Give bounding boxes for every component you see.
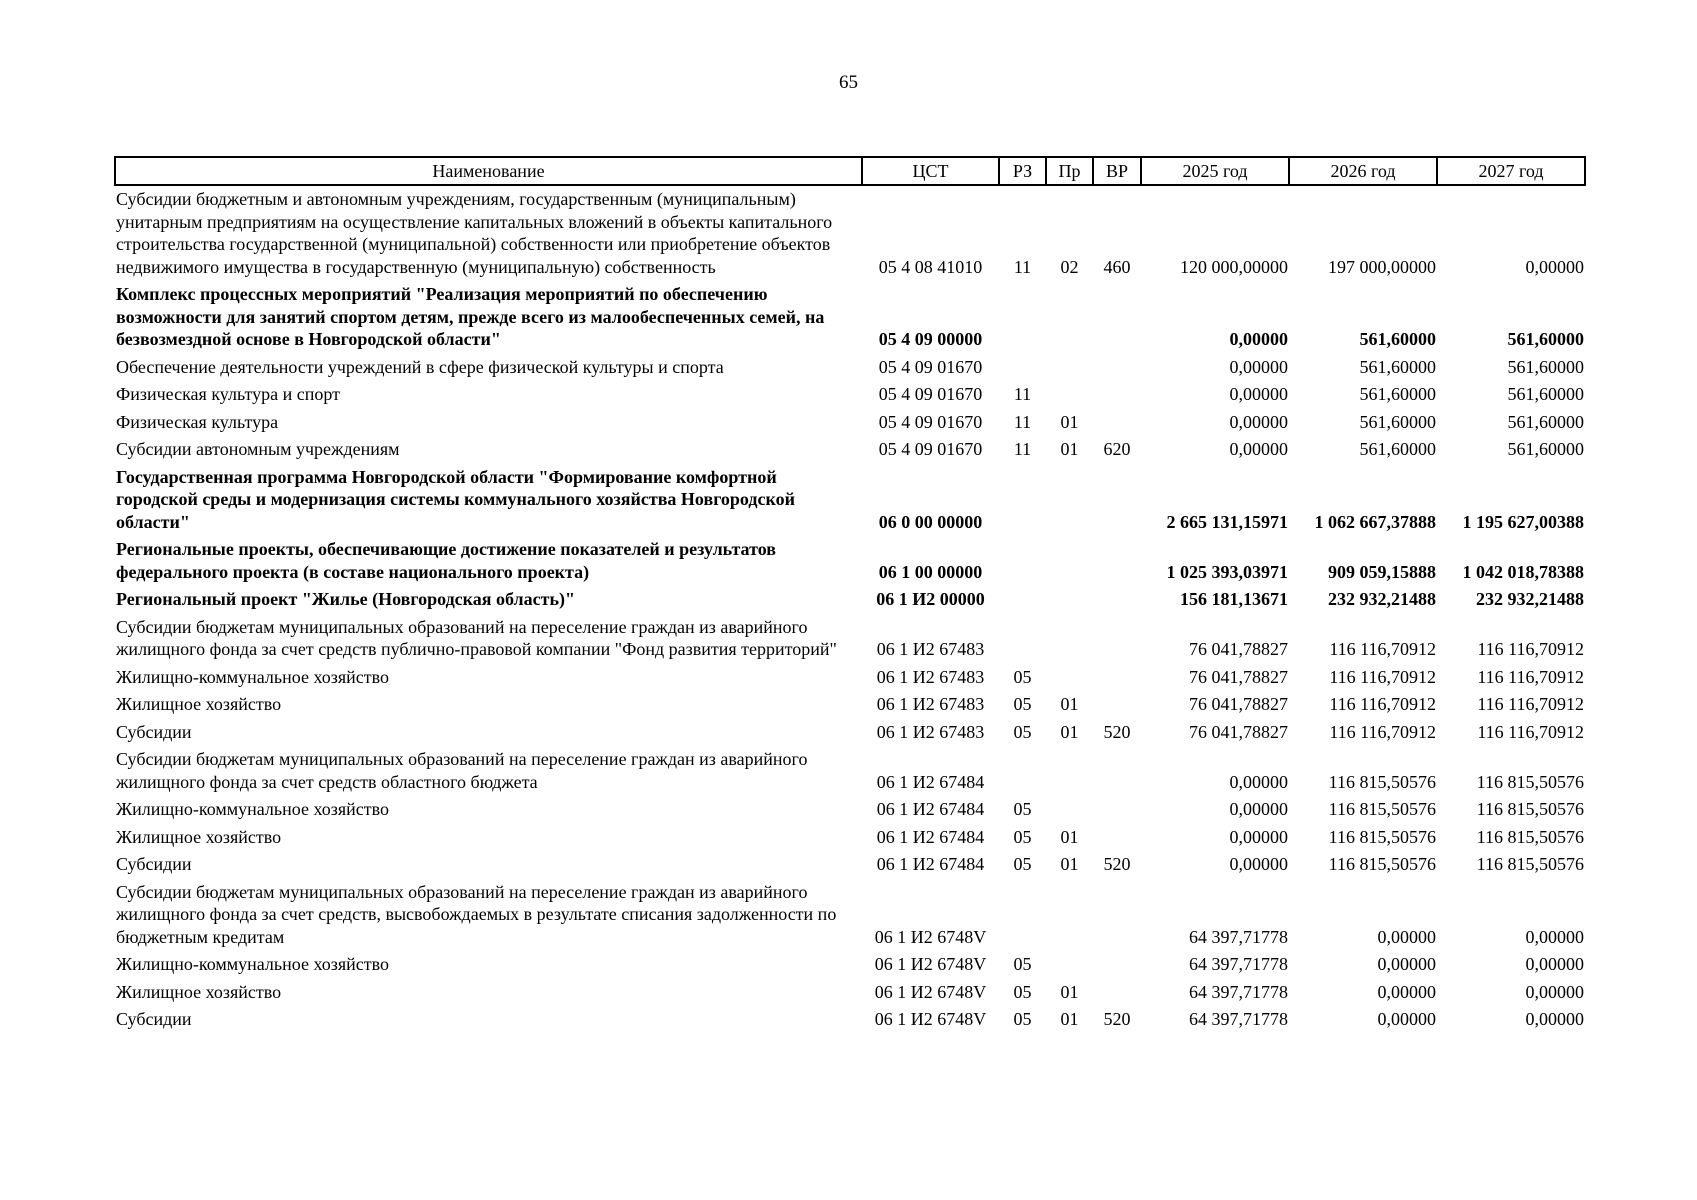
cell-2027: 116 815,50576	[1476, 799, 1584, 819]
cell-name: Субсидии автономным учреждениям	[116, 439, 400, 459]
table-row	[115, 464, 1585, 537]
cell-name: Региональный проект "Жилье (Новгородская область)"	[116, 589, 575, 609]
cell-2025: 76 041,78827	[1189, 639, 1288, 659]
table-row	[115, 824, 1585, 852]
cell-name: Субсидии бюджетным и автономным учреждениям, государственным (муниципальным) унитарным предприятиям на осуществление капитальных вложений в объекты капитального строительства государственной (муниципальной) собственности или приобретение объектов недвижимого имущества в государственную (муниципальную) собственность	[116, 189, 833, 277]
cell-2027: 561,60000	[1507, 356, 1584, 377]
cell-cst: 06 1 И2 6748V	[874, 954, 987, 974]
cell-name: Физическая культура	[116, 411, 279, 432]
table-row	[115, 614, 1585, 664]
cell-cst: 06 1 И2 67483	[876, 721, 985, 742]
cell-pr: 01	[1060, 981, 1079, 1002]
cell-pr: 01	[1060, 439, 1079, 459]
cell-2025: 156 181,13671	[1180, 589, 1288, 609]
cell-vr	[1093, 951, 1141, 979]
cell-rz: 05	[1013, 799, 1032, 819]
header-cst: ЦСТ	[862, 157, 999, 185]
table-row	[115, 185, 1585, 281]
cell-2025: 0,00000	[1229, 771, 1288, 792]
cell-2026: 116 116,70912	[1329, 639, 1436, 659]
cell-2025: 64 397,71778	[1189, 926, 1288, 947]
cell-vr: 520	[1103, 1009, 1131, 1029]
cell-2025: 76 041,78827	[1189, 694, 1288, 714]
table-row	[115, 979, 1585, 1007]
table-row	[115, 436, 1585, 464]
cell-cst: 06 1 И2 67483	[876, 694, 985, 714]
cell-2026: 116 815,50576	[1328, 771, 1436, 792]
cell-name: Жилищное хозяйство	[116, 826, 282, 847]
table-row	[115, 951, 1585, 979]
cell-cst: 06 1 И2 67483	[876, 666, 985, 687]
cell-pr: 01	[1060, 694, 1079, 714]
cell-2025: 0,00000	[1229, 826, 1288, 847]
cell-2025: 0,00000	[1229, 411, 1288, 432]
table-row	[115, 536, 1585, 586]
cell-2025: 0,00000	[1229, 384, 1288, 404]
cell-rz	[999, 536, 1046, 586]
cell-name: Жилищное хозяйство	[116, 694, 282, 714]
cell-vr	[1093, 586, 1141, 614]
cell-2027: 116 815,50576	[1476, 771, 1584, 792]
cell-vr	[1093, 824, 1141, 852]
cell-pr: 01	[1060, 1009, 1079, 1029]
cell-cst: 06 1 И2 67483	[876, 639, 985, 659]
cell-2027: 561,60000	[1507, 411, 1584, 432]
cell-2027: 0,00000	[1525, 1009, 1584, 1029]
cell-2026: 561,60000	[1359, 439, 1436, 459]
cell-pr	[1046, 464, 1093, 537]
cell-2025: 64 397,71778	[1189, 954, 1288, 974]
cell-pr	[1046, 536, 1093, 586]
cell-pr	[1046, 796, 1093, 824]
table-row	[115, 796, 1585, 824]
cell-pr: 01	[1060, 721, 1079, 742]
cell-cst: 05 4 09 01670	[878, 356, 983, 377]
cell-pr	[1046, 614, 1093, 664]
cell-vr: 520	[1103, 854, 1131, 874]
cell-rz	[999, 281, 1046, 354]
cell-pr	[1046, 879, 1093, 952]
cell-2027: 0,00000	[1525, 981, 1584, 1002]
cell-2025: 76 041,78827	[1189, 666, 1288, 687]
budget-table	[114, 156, 1586, 1034]
table-row	[115, 281, 1585, 354]
table-header-row	[115, 157, 1585, 185]
cell-vr	[1093, 979, 1141, 1007]
cell-cst: 06 1 И2 67484	[876, 771, 985, 792]
cell-vr	[1093, 746, 1141, 796]
table-row	[115, 746, 1585, 796]
cell-2026: 232 932,21488	[1328, 589, 1436, 609]
cell-vr: 520	[1103, 721, 1131, 742]
table-row	[115, 851, 1585, 879]
cell-2027: 116 116,70912	[1477, 639, 1584, 659]
table-row	[115, 664, 1585, 692]
table-row	[115, 354, 1585, 382]
cell-name: Жилищное хозяйство	[116, 981, 282, 1002]
cell-2027: 561,60000	[1507, 384, 1584, 404]
cell-cst: 06 1 И2 6748V	[874, 1009, 987, 1029]
cell-2026: 0,00000	[1377, 981, 1436, 1002]
table-row	[115, 879, 1585, 952]
cell-2027: 1 042 018,78388	[1462, 561, 1584, 582]
cell-2025: 2 665 131,15971	[1166, 511, 1288, 532]
cell-2026: 0,00000	[1377, 954, 1436, 974]
cell-vr: 460	[1103, 256, 1131, 277]
cell-2026: 197 000,00000	[1328, 256, 1436, 277]
cell-vr	[1093, 614, 1141, 664]
cell-rz: 05	[1013, 854, 1032, 874]
cell-cst: 06 1 00 00000	[878, 561, 983, 582]
table-row	[115, 719, 1585, 747]
cell-vr	[1093, 796, 1141, 824]
cell-name: Жилищно-коммунальное хозяйство	[116, 799, 390, 819]
cell-2026: 116 815,50576	[1328, 854, 1436, 874]
cell-cst: 05 4 08 41010	[878, 256, 983, 277]
cell-name: Обеспечение деятельности учреждений в сфере физической культуры и спорта	[116, 356, 724, 377]
cell-name: Субсидии	[116, 854, 192, 874]
cell-rz: 05	[1013, 981, 1032, 1002]
cell-cst: 06 0 00 00000	[878, 511, 983, 532]
cell-rz: 11	[1013, 384, 1032, 404]
cell-2026: 116 116,70912	[1329, 721, 1436, 742]
cell-2025: 0,00000	[1229, 854, 1288, 874]
cell-2025: 64 397,71778	[1189, 981, 1288, 1002]
cell-2026: 561,60000	[1359, 329, 1436, 349]
cell-vr	[1093, 879, 1141, 952]
table-body	[115, 185, 1585, 1034]
cell-rz: 05	[1013, 826, 1032, 847]
cell-pr	[1046, 354, 1093, 382]
cell-2027: 561,60000	[1507, 329, 1584, 349]
cell-2025: 0,00000	[1229, 799, 1288, 819]
cell-cst: 05 4 09 00000	[878, 329, 983, 349]
cell-pr	[1046, 951, 1093, 979]
cell-2027: 116 815,50576	[1476, 854, 1584, 874]
cell-pr: 01	[1060, 854, 1079, 874]
cell-2027: 561,60000	[1507, 439, 1584, 459]
cell-name: Субсидии бюджетам муниципальных образований на переселение граждан из аварийного жилищного фонда за счет средств, высвобождаемых в результате списания задолженности по бюджетным кредитам	[116, 881, 837, 947]
table-row	[115, 586, 1585, 614]
table-row	[115, 1006, 1585, 1034]
cell-name: Комплекс процессных мероприятий "Реализация мероприятий по обеспечению возможности для занятий спортом детям, прежде всего из малообеспеченных семей, на безвозмездной основе в Новгородской области"	[116, 284, 825, 349]
cell-cst: 05 4 09 01670	[878, 411, 983, 432]
cell-rz	[999, 746, 1046, 796]
cell-rz: 05	[1013, 666, 1032, 687]
cell-cst: 06 1 И2 67484	[876, 799, 985, 819]
cell-2025: 0,00000	[1229, 329, 1288, 349]
header-name: Наименование	[115, 157, 862, 185]
cell-2027: 116 116,70912	[1477, 721, 1584, 742]
cell-2027: 116 116,70912	[1477, 666, 1584, 687]
cell-rz: 05	[1013, 721, 1032, 742]
cell-vr	[1093, 536, 1141, 586]
cell-rz: 11	[1013, 439, 1032, 459]
cell-vr	[1093, 354, 1141, 382]
cell-name: Государственная программа Новгородской области "Формирование комфортной городской среды и модернизация системы коммунального хозяйства Новгородской области"	[116, 466, 796, 532]
cell-2026: 116 116,70912	[1329, 694, 1436, 714]
cell-name: Субсидии бюджетам муниципальных образований на переселение граждан из аварийного жилищного фонда за счет средств областного бюджета	[116, 749, 808, 792]
cell-2027: 232 932,21488	[1476, 589, 1584, 609]
cell-2027: 0,00000	[1525, 256, 1584, 277]
page-number: 65	[839, 72, 858, 93]
cell-2026: 0,00000	[1377, 1009, 1436, 1029]
header-vr: ВР	[1093, 157, 1141, 185]
cell-vr	[1093, 281, 1141, 354]
cell-cst: 05 4 09 01670	[878, 384, 983, 404]
cell-2026: 1 062 667,37888	[1314, 511, 1436, 532]
cell-name: Физическая культура и спорт	[116, 384, 341, 404]
cell-rz	[999, 464, 1046, 537]
cell-2027: 116 815,50576	[1476, 826, 1584, 847]
cell-name: Субсидии бюджетам муниципальных образований на переселение граждан из аварийного жилищного фонда за счет средств публично-правовой компании "Фонд развития территорий"	[116, 616, 837, 659]
cell-vr: 620	[1103, 439, 1131, 459]
cell-rz	[999, 614, 1046, 664]
header-rz: РЗ	[999, 157, 1046, 185]
cell-2026: 0,00000	[1377, 926, 1436, 947]
cell-pr	[1046, 586, 1093, 614]
header-2026: 2026 год	[1289, 157, 1437, 185]
cell-2027: 1 195 627,00388	[1462, 511, 1584, 532]
cell-2025: 0,00000	[1229, 439, 1288, 459]
cell-2025: 1 025 393,03971	[1166, 561, 1288, 582]
cell-cst: 05 4 09 01670	[878, 439, 983, 459]
cell-pr	[1046, 381, 1093, 409]
cell-2025: 0,00000	[1229, 356, 1288, 377]
cell-pr	[1046, 281, 1093, 354]
cell-vr	[1093, 664, 1141, 692]
cell-pr: 02	[1060, 256, 1079, 277]
cell-rz: 05	[1013, 694, 1032, 714]
cell-pr: 01	[1060, 826, 1079, 847]
cell-rz: 11	[1013, 256, 1032, 277]
cell-2025: 64 397,71778	[1189, 1009, 1288, 1029]
cell-pr	[1046, 746, 1093, 796]
cell-2025: 76 041,78827	[1189, 721, 1288, 742]
cell-name: Региональные проекты, обеспечивающие достижение показателей и результатов федерального проекта (в составе национального проекта)	[116, 539, 776, 582]
header-2027: 2027 год	[1437, 157, 1585, 185]
header-pr: Пр	[1046, 157, 1093, 185]
cell-cst: 06 1 И2 6748V	[874, 926, 987, 947]
cell-2026: 561,60000	[1359, 384, 1436, 404]
cell-name: Субсидии	[116, 1009, 192, 1029]
cell-rz: 11	[1013, 411, 1032, 432]
cell-2026: 561,60000	[1359, 411, 1436, 432]
cell-cst: 06 1 И2 6748V	[874, 981, 987, 1002]
cell-2026: 561,60000	[1359, 356, 1436, 377]
cell-rz: 05	[1013, 954, 1032, 974]
cell-2026: 116 815,50576	[1328, 826, 1436, 847]
cell-2027: 116 116,70912	[1477, 694, 1584, 714]
cell-cst: 06 1 И2 67484	[876, 826, 985, 847]
cell-2025: 120 000,00000	[1180, 256, 1288, 277]
table-row	[115, 409, 1585, 437]
cell-rz	[999, 586, 1046, 614]
cell-vr	[1093, 381, 1141, 409]
cell-rz: 05	[1013, 1009, 1032, 1029]
cell-2027: 0,00000	[1525, 926, 1584, 947]
cell-2027: 0,00000	[1525, 954, 1584, 974]
cell-pr: 01	[1060, 411, 1079, 432]
cell-cst: 06 1 И2 67484	[876, 854, 985, 874]
cell-pr	[1046, 664, 1093, 692]
header-2025: 2025 год	[1141, 157, 1289, 185]
cell-vr	[1093, 464, 1141, 537]
cell-2026: 909 059,15888	[1328, 561, 1436, 582]
cell-name: Субсидии	[116, 721, 192, 742]
cell-rz	[999, 879, 1046, 952]
cell-2026: 116 815,50576	[1328, 799, 1436, 819]
table-row	[115, 691, 1585, 719]
cell-cst: 06 1 И2 00000	[876, 589, 985, 609]
cell-rz	[999, 354, 1046, 382]
cell-vr	[1093, 409, 1141, 437]
cell-name: Жилищно-коммунальное хозяйство	[116, 666, 390, 687]
table-row	[115, 381, 1585, 409]
cell-vr	[1093, 691, 1141, 719]
cell-2026: 116 116,70912	[1329, 666, 1436, 687]
cell-name: Жилищно-коммунальное хозяйство	[116, 954, 390, 974]
